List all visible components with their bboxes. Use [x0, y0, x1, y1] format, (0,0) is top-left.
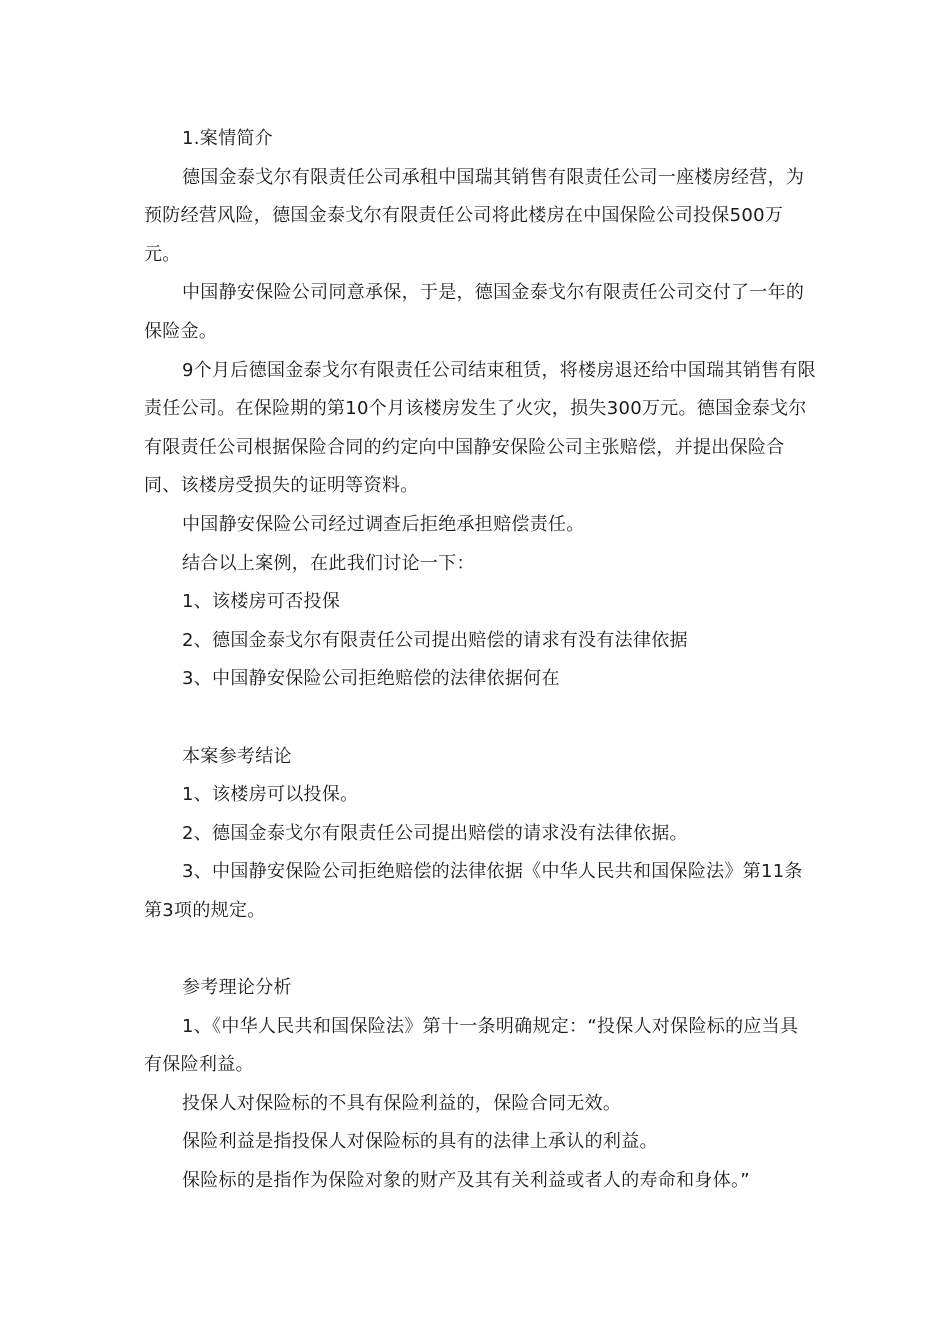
paragraph: 投保人对保险标的不具有保险利益的，保险合同无效。: [182, 1092, 622, 1114]
paragraph: 中国静安保险公司同意承保，于是，德国金泰戈尔有限责任公司交付了一年的保险金。: [144, 282, 805, 342]
paragraph: 结合以上案例，在此我们讨论一下：: [182, 552, 475, 574]
list-item: 1、该楼房可否投保: [182, 591, 341, 613]
paragraph: 德国金泰戈尔有限责任公司承租中国瑞其销售有限责任公司一座楼房经营，为预防经营风险，德国金泰戈尔有限责任公司将此楼房在中国保险公司投保500万元。: [144, 166, 805, 265]
section-heading-conclusion: 本案参考结论: [182, 745, 292, 767]
section-heading-case-summary: 1.案情简介: [182, 128, 273, 149]
paragraph: 9个月后德国金泰戈尔有限责任公司结束租赁，将楼房退还给中国瑞其销售有限责任公司。在保险期的第10个月该楼房发生了火灾，损失300万元。德国金泰戈尔有限责任公司根据保险合同的约定向中国静安保险公司主张赔偿，并提出保险合同、该楼房受损失的证明等资料。: [144, 359, 816, 497]
spacer: [144, 930, 816, 969]
section-heading-analysis: 参考理论分析: [182, 977, 292, 999]
list-item: 1、该楼房可以投保。: [182, 784, 359, 806]
paragraph: 中国静安保险公司经过调查后拒绝承担赔偿责任。: [182, 513, 585, 535]
list-item: 2、德国金泰戈尔有限责任公司提出赔偿的请求有没有法律依据: [182, 629, 688, 651]
document-body: [144, 120, 816, 1201]
spacer: [144, 699, 816, 738]
list-item: 3、中国静安保险公司拒绝赔偿的法律依据何在: [182, 668, 560, 690]
paragraph: 保险利益是指投保人对保险标的具有的法律上承认的利益。: [182, 1131, 658, 1153]
paragraph: 1、《中华人民共和国保险法》第十一条明确规定：“投保人对保险标的应当具有保险利益。: [144, 1015, 799, 1076]
list-item: 2、德国金泰戈尔有限责任公司提出赔偿的请求没有法律依据。: [182, 822, 688, 844]
paragraph: 保险标的是指作为保险对象的财产及其有关利益或者人的寿命和身体。”: [182, 1170, 750, 1192]
list-item: 3、中国静安保险公司拒绝赔偿的法律依据《中华人民共和国保险法》第11条第3项的规定。: [144, 861, 803, 921]
